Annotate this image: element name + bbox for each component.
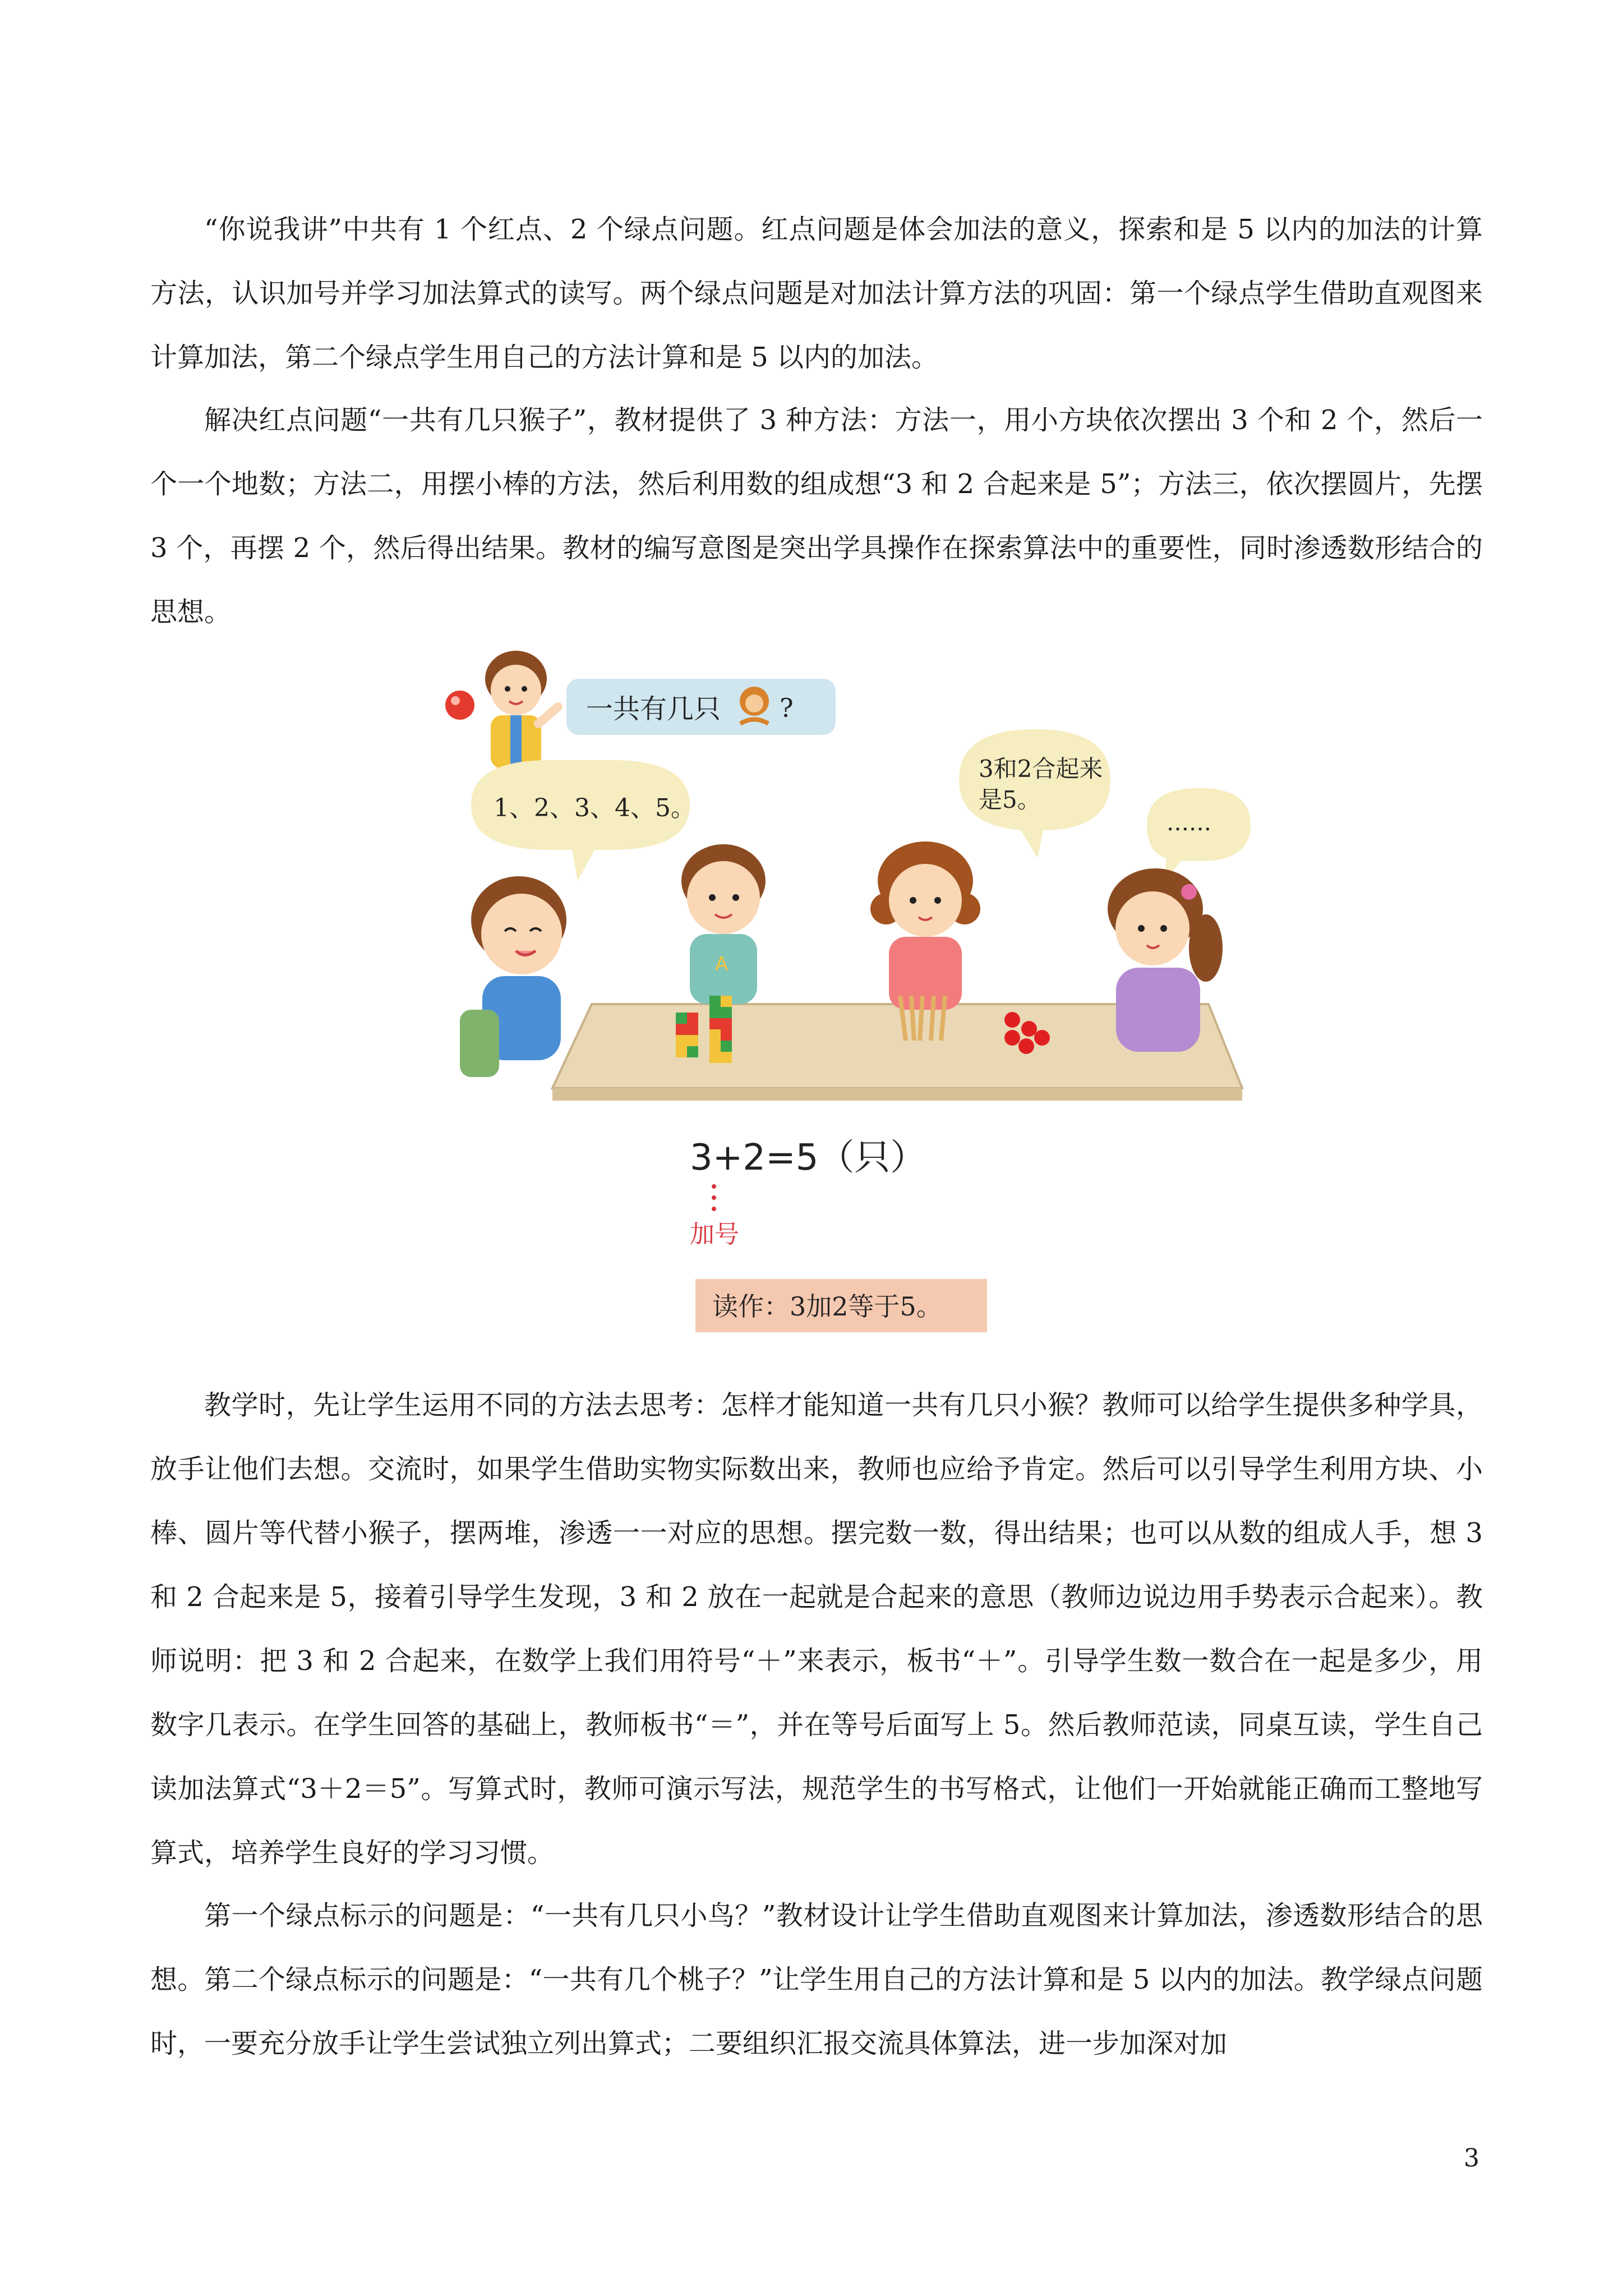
bubble-1-text: 1、2、3、4、5。 (494, 794, 695, 822)
paragraph-2: 解决红点问题“一共有几只猴子”，教材提供了 3 种方法：方法一，用小方块依次摆出 3 个和 2 个，然后一个一个地数；方法二，用摆小棒的方法，然后利用数的组成想“3 和 2 合起来是 5”；方法三，依次摆圆片，先摆 3 个，再摆 2 个，然后得出结果。教材的编写意图是突出学具操作在探索算法中的重要性，同时渗透数形结合的思想。 (150, 404, 1483, 628)
red-dot-icon (445, 691, 474, 720)
read-as-text: 读作：3加2等于5。 (712, 1291, 942, 1322)
plus-pointer-dots (712, 1184, 716, 1211)
plus-label: 加号 (690, 1220, 739, 1249)
paragraph-4: 第一个绿点标示的问题是：“一共有几只小鸟？”教材设计让学生借助直观图来计算加法，渗透数形结合的思想。第二个绿点标示的问题是：“一共有几个桃子？”让学生用自己的方法计算和是 5 以内的加法。教学绿点问题时，一要充分放手让学生尝试独立列出算式；二要组织汇报交流具体算法，进一步加深对加 (150, 1900, 1483, 2059)
textbook-illustration (426, 645, 1267, 1346)
paragraph-1: “你说我讲”中共有 1 个红点、2 个绿点问题。红点问题是体会加法的意义，探索和是 5 以内的加法的计算方法，认识加号并学习加法算式的读写。两个绿点问题是对加法计算方法的巩固：第一个绿点学生借助直观图来计算加法，第二个绿点学生用自己的方法计算和是 5 以内的加法。 (150, 214, 1483, 373)
child-1-figure (460, 876, 566, 1077)
child-3-figure (870, 841, 980, 1010)
paragraph-3: 教学时，先让学生运用不同的方法去思考：怎样才能知道一共有几只小猴？教师可以给学生提供多种学具，放手让他们去想。交流时，如果学生借助实物实际数出来，教师也应给予肯定。然后可以引导学生利用方块、小棒、圆片等代替小猴子，摆两堆，渗透一一对应的思想。摆完数一数，得出结果；也可以从数的组成人手，想 3 和 2 合起来是 5，接着引导学生发现，3 和 2 放在一起就是合起来的意思（教师边说边用手势表示合起来）。教师说明：把 3 和 2 合起来，在数学上我们用符号“＋”来表示，板书“＋”。引导学生数一数合在一起是多少，用数字几表示。在学生回答的基础上，教师板书“＝”，并在等号后面写上 5。然后教师范读，同桌互读，学生自己读加法算式“3＋2＝5”。写算式时，教师可演示写法，规范学生的书写格式，让他们一开始就能正确而工整地写算式，培养学生良好的学习习惯。 (150, 1389, 1483, 1869)
bubble-2-line2: 是5。 (979, 786, 1041, 813)
question-text: 一共有几只 (586, 693, 721, 725)
bubble-2-line1: 3和2合起来 (979, 755, 1103, 783)
teacher-boy-figure (485, 651, 558, 769)
child-2-figure (681, 844, 766, 1004)
page-number: 3 (1464, 2144, 1479, 2173)
equation-text: 3+2=5（只） (690, 1137, 926, 1179)
svg-text:A: A (715, 953, 728, 976)
bubble-3-text: …… (1166, 810, 1211, 836)
question-mark: ? (780, 693, 794, 723)
